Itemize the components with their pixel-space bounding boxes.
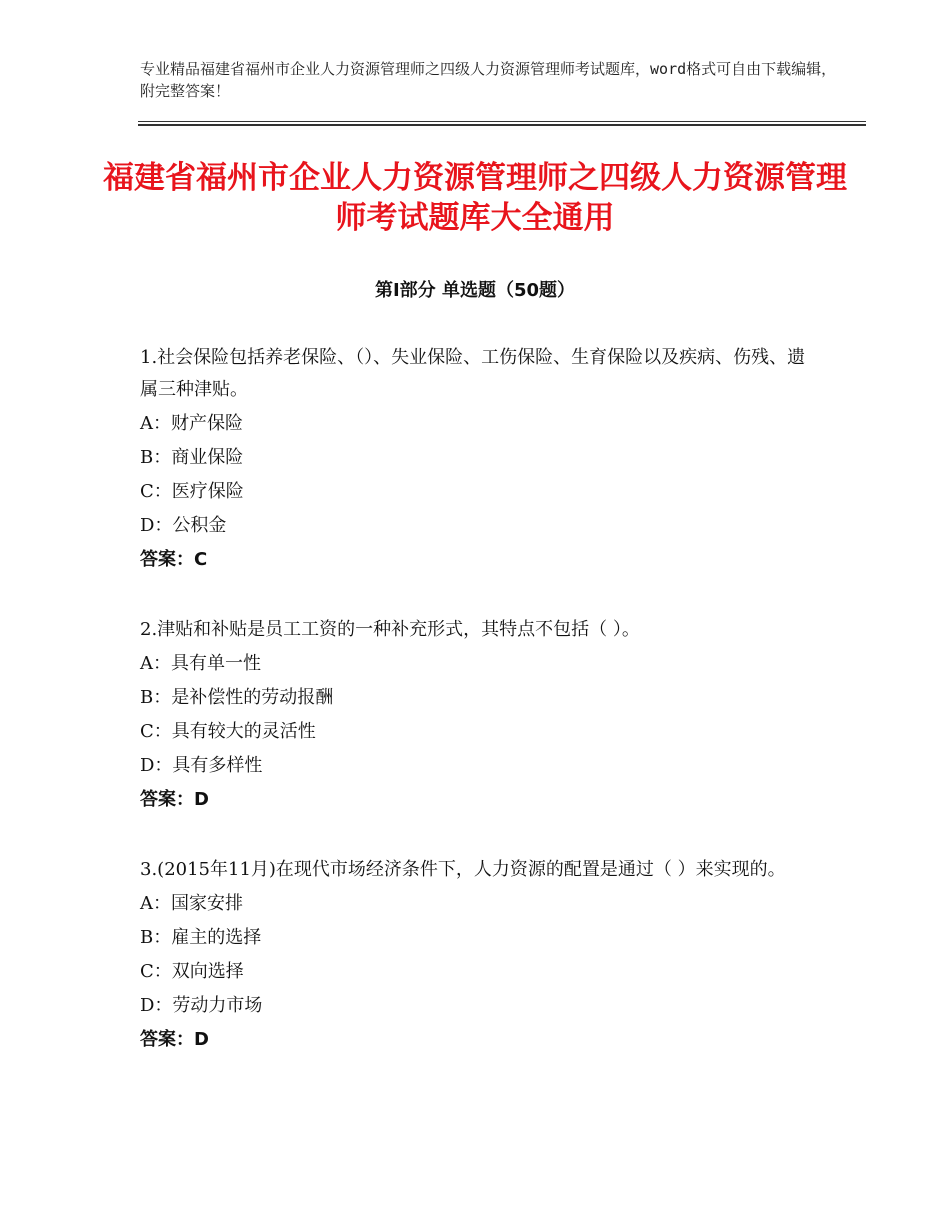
option-d: D：公积金 — [140, 515, 227, 536]
answer: 答案：D — [140, 789, 209, 810]
header-divider-thick — [138, 124, 866, 126]
option-a: A：具有单一性 — [140, 653, 261, 674]
section-heading: 第Ⅰ部分 单选题（50题） — [374, 280, 575, 301]
header-note: 专业精品福建省福州市企业人力资源管理师之四级人力资源管理师考试题库，word格式可自由下载编辑，附完整答案！ — [140, 60, 837, 100]
option-a: A：财产保险 — [140, 413, 243, 434]
question-stem: 3.(2015年11月)在现代市场经济条件下，人力资源的配置是通过（ ）来实现的。 — [140, 859, 786, 880]
option-c: C：医疗保险 — [140, 481, 244, 502]
option-b: B：是补偿性的劳动报酬 — [140, 687, 334, 708]
question-stem: 1.社会保险包括养老保险、（）、失业保险、工伤保险、生育保险以及疾病、伤残、遗属三种津贴。 — [140, 347, 806, 400]
option-c: C：具有较大的灵活性 — [140, 721, 316, 742]
document-title: 福建省福州市企业人力资源管理师之四级人力资源管理师考试题库大全通用 — [103, 160, 847, 236]
answer: 答案：D — [140, 1029, 209, 1050]
option-a: A：国家安排 — [140, 893, 243, 914]
header-divider-thin — [138, 121, 866, 122]
option-d: D：劳动力市场 — [140, 995, 263, 1016]
option-b: B：雇主的选择 — [140, 927, 262, 948]
option-d: D：具有多样性 — [140, 755, 263, 776]
answer: 答案：C — [140, 549, 208, 570]
question-3 — [140, 854, 820, 1056]
question-2 — [140, 614, 820, 816]
question-1 — [140, 342, 820, 576]
option-b: B：商业保险 — [140, 447, 244, 468]
question-stem: 2.津贴和补贴是员工工资的一种补充形式，其特点不包括（ ）。 — [140, 619, 640, 640]
option-c: C：双向选择 — [140, 961, 244, 982]
